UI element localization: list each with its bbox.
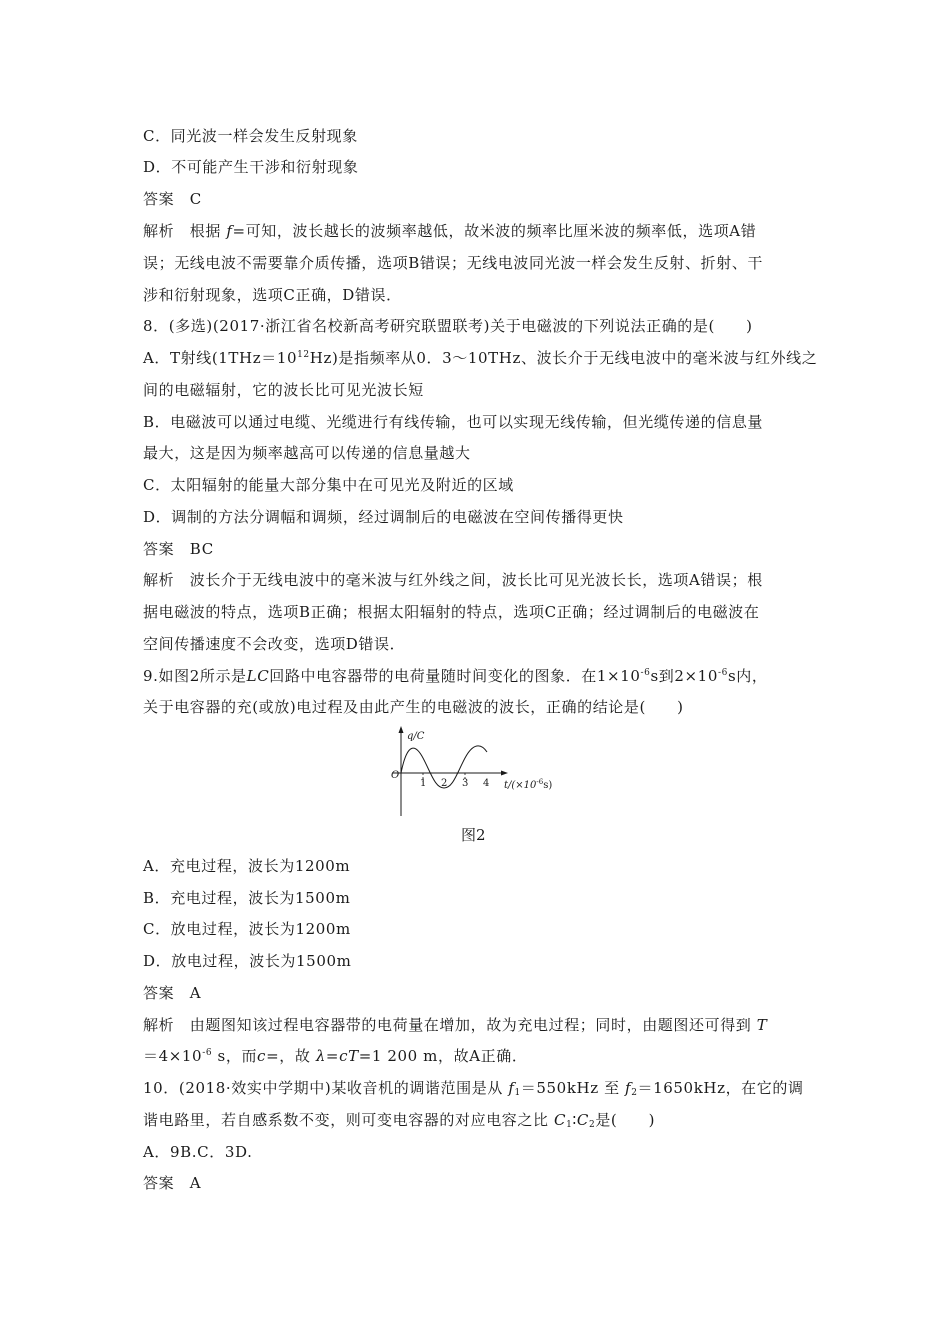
options-q10: A．9B.C．3D.	[143, 1143, 253, 1161]
y-axis-label: q/C	[407, 731, 425, 742]
question-9-stem-line2: 关于电容器的充(或放)电过程及由此产生的电磁波的波长，正确的结论是( )	[143, 698, 684, 716]
option-a-q9: A．充电过程，波长为1200m	[143, 857, 351, 875]
analysis-q8-line3: 空间传播速度不会改变，选项D错误．	[143, 635, 406, 653]
analysis-q7-line3: 涉和衍射现象，选项C正确，D错误．	[143, 286, 402, 304]
analysis-q7-line2: 误；无线电波不需要靠介质传播，选项B错误；无线电波同光波一样会发生反射、折射、干	[143, 254, 764, 272]
tick-label-4: 4	[483, 778, 490, 789]
y-axis-arrow	[399, 726, 404, 733]
analysis-q8-line2: 据电磁波的特点，选项B正确；根据太阳辐射的特点，选项C正确；经过调制后的电磁波在	[143, 603, 760, 621]
question-8-stem: 8．(多选)(2017·浙江省名校新高考研究联盟联考)关于电磁波的下列说法正确的是( )	[143, 317, 753, 335]
analysis-q7-line1: 解析 根据 f=可知，波长越长的波频率越低，故米波的频率比厘米波的频率低，选项A错	[143, 222, 757, 240]
tick-label-2: 2	[441, 778, 448, 789]
question-9-stem-line1: 9.如图2所示是LC回路中电容器带的电荷量随时间变化的图象．在$1\times 10^{-6}s$到$2\times 10^{-6}s$内，	[143, 667, 768, 685]
figure-2-caption: 图2	[461, 826, 486, 844]
answer-q8: 答案 BC	[143, 540, 214, 558]
answer-q7: 答案 C	[143, 190, 202, 208]
analysis-q9-line1: 解析 由题图知该过程电容器带的电荷量在增加，故为充电过程；同时，由题图还可得到 T	[143, 1016, 768, 1034]
option-d-q8: D．调制的方法分调幅和调频，经过调制后的电磁波在空间传播得更快	[143, 508, 624, 526]
option-b-q8-line1: B．电磁波可以通过电缆、光缆进行有线传输，也可以实现无线传输，但光缆传递的信息量	[143, 413, 764, 431]
option-b-q9: B．充电过程，波长为1500m	[143, 889, 351, 907]
x-axis-arrow	[501, 771, 508, 776]
option-d-q7: D．不可能产生干涉和衍射现象	[143, 158, 359, 176]
option-c-q9: C．放电过程，波长为1200m	[143, 920, 351, 938]
tick-label-3: 3	[462, 778, 469, 789]
option-c-q7: C．同光波一样会发生反射现象	[143, 127, 358, 145]
option-a-q8-line2: 间的电磁辐射，它的波长比可见光波长短	[143, 381, 424, 399]
x-axis-label: $t/(\times 10^{-6}s)$	[504, 778, 553, 791]
question-10-stem-line1: 10．(2018·效实中学期中)某收音机的调谐范围是从 $f_1=550kHz$ 至 $f_2=1650kHz$，在它的调	[143, 1079, 804, 1098]
answer-q10: 答案 A	[143, 1174, 202, 1192]
tick-label-1: 1	[420, 778, 427, 789]
option-b-q8-line2: 最大，这是因为频率越高可以传递的信息量越大	[143, 444, 471, 462]
question-10-stem-line2: 谐电路里，若自感系数不变，则可变电容器的对应电容之比 $C_1∶C_2$是( )	[143, 1111, 656, 1130]
option-c-q8: C．太阳辐射的能量大部分集中在可见光及附近的区域	[143, 476, 514, 494]
figure-2-graph	[355, 726, 575, 818]
option-d-q9: D．放电过程，波长为1500m	[143, 952, 352, 970]
analysis-q8-line1: 解析 波长介于无线电波中的毫米波与红外线之间，波长比可见光波长长，选项A错误；根	[143, 571, 763, 589]
origin-label: O	[391, 770, 400, 781]
analysis-q9-line2: $=4\times 10^{-6}$ s，而c=，故 λ=cT=1 200 m，故A正确．	[143, 1047, 528, 1065]
option-a-q8-line1: A．T射线$(1THz=10^{12}Hz)$是指频率从0．3～10THz、波长介于无线电波中的毫米波与红外线之	[143, 349, 818, 367]
answer-q9: 答案 A	[143, 984, 202, 1002]
